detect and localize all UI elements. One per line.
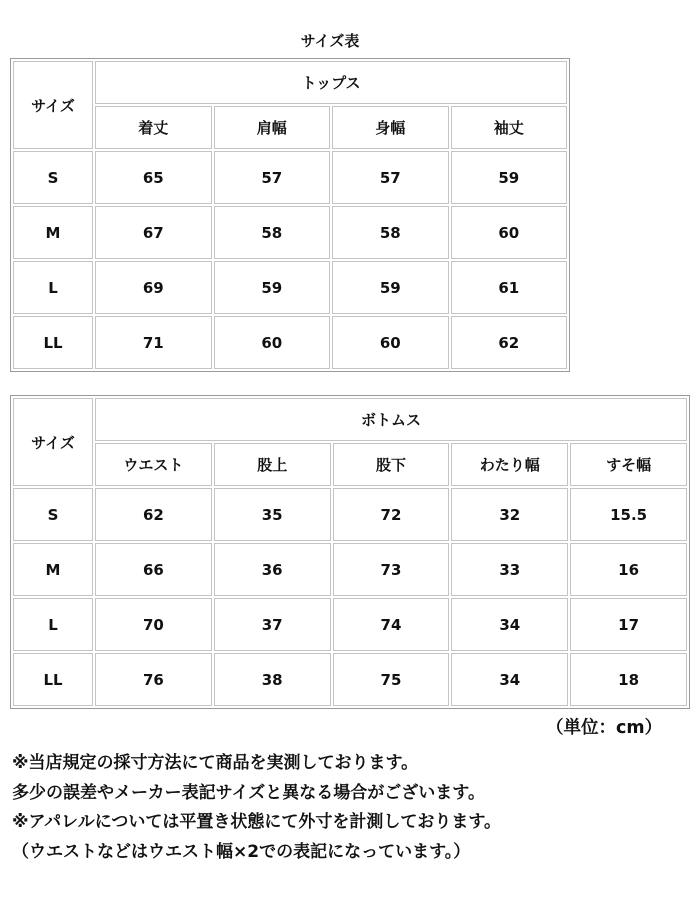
- measurement-cell: 76: [95, 653, 212, 706]
- measurement-cell: 67: [95, 206, 212, 259]
- column-header: 肩幅: [214, 106, 331, 149]
- note-line: ※当店規定の採寸方法にて商品を実測しております。: [12, 753, 419, 773]
- measurement-cell: 17: [570, 598, 687, 651]
- column-header: わたり幅: [451, 443, 568, 486]
- table-header-row: [13, 443, 687, 486]
- measurement-cell: 65: [95, 151, 212, 204]
- measurement-cell: 37: [214, 598, 331, 651]
- bottoms-group-header: ボトムス: [95, 398, 687, 441]
- measurement-cell: 36: [214, 543, 331, 596]
- measurement-cell: 34: [451, 598, 568, 651]
- size-label: S: [13, 151, 93, 204]
- column-header: 着丈: [95, 106, 212, 149]
- table-header-row: [13, 106, 567, 149]
- size-label: S: [13, 488, 93, 541]
- size-label: M: [13, 543, 93, 596]
- size-label: M: [13, 206, 93, 259]
- column-header: 身幅: [332, 106, 449, 149]
- measurement-cell: 38: [214, 653, 331, 706]
- measurement-cell: 61: [451, 261, 568, 314]
- measurement-cell: 15.5: [570, 488, 687, 541]
- measurement-cell: 60: [332, 316, 449, 369]
- measurement-cell: 74: [333, 598, 450, 651]
- page-title: サイズ表: [300, 32, 360, 50]
- table-header-row: [13, 398, 687, 441]
- table-row: [13, 598, 687, 651]
- size-column-header: サイズ: [13, 61, 93, 149]
- column-header: ウエスト: [95, 443, 212, 486]
- size-label: L: [13, 598, 93, 651]
- column-header: 股下: [333, 443, 450, 486]
- note-line: ※アパレルについては平置き状態にて外寸を計測しております。: [12, 812, 502, 832]
- table-row: [13, 543, 687, 596]
- measurement-cell: 34: [451, 653, 568, 706]
- size-label: LL: [13, 316, 93, 369]
- note-line: （ウエストなどはウエスト幅×2での表記になっています。）: [12, 841, 471, 862]
- table-row: [13, 151, 567, 204]
- measurement-cell: 35: [214, 488, 331, 541]
- table-row: [13, 488, 687, 541]
- table-row: [13, 316, 567, 369]
- measurement-cell: 62: [95, 488, 212, 541]
- size-column-header: サイズ: [13, 398, 93, 486]
- measurement-cell: 70: [95, 598, 212, 651]
- tops-group-header: トップス: [95, 61, 567, 104]
- note-line: 多少の誤差やメーカー表記サイズと異なる場合がございます。: [12, 782, 485, 803]
- measurement-cell: 69: [95, 261, 212, 314]
- measurement-cell: 32: [451, 488, 568, 541]
- measurement-cell: 60: [214, 316, 331, 369]
- table-row: [13, 653, 687, 706]
- size-label: L: [13, 261, 93, 314]
- measurement-cell: 16: [570, 543, 687, 596]
- measurement-cell: 72: [333, 488, 450, 541]
- notes: [12, 749, 501, 867]
- tops-size-table: [10, 58, 570, 372]
- measurement-cell: 71: [95, 316, 212, 369]
- measurement-cell: 75: [333, 653, 450, 706]
- measurement-cell: 62: [451, 316, 568, 369]
- column-header: 袖丈: [451, 106, 568, 149]
- table-header-row: [13, 61, 567, 104]
- measurement-cell: 73: [333, 543, 450, 596]
- measurement-cell: 59: [332, 261, 449, 314]
- column-header: すそ幅: [570, 443, 687, 486]
- table-row: [13, 261, 567, 314]
- measurement-cell: 66: [95, 543, 212, 596]
- measurement-cell: 60: [451, 206, 568, 259]
- unit-label: （単位：cm）: [546, 718, 663, 738]
- measurement-cell: 57: [214, 151, 331, 204]
- measurement-cell: 58: [332, 206, 449, 259]
- bottoms-size-table: [10, 395, 690, 709]
- measurement-cell: 59: [214, 261, 331, 314]
- measurement-cell: 59: [451, 151, 568, 204]
- measurement-cell: 18: [570, 653, 687, 706]
- measurement-cell: 33: [451, 543, 568, 596]
- size-label: LL: [13, 653, 93, 706]
- column-header: 股上: [214, 443, 331, 486]
- measurement-cell: 58: [214, 206, 331, 259]
- measurement-cell: 57: [332, 151, 449, 204]
- table-row: [13, 206, 567, 259]
